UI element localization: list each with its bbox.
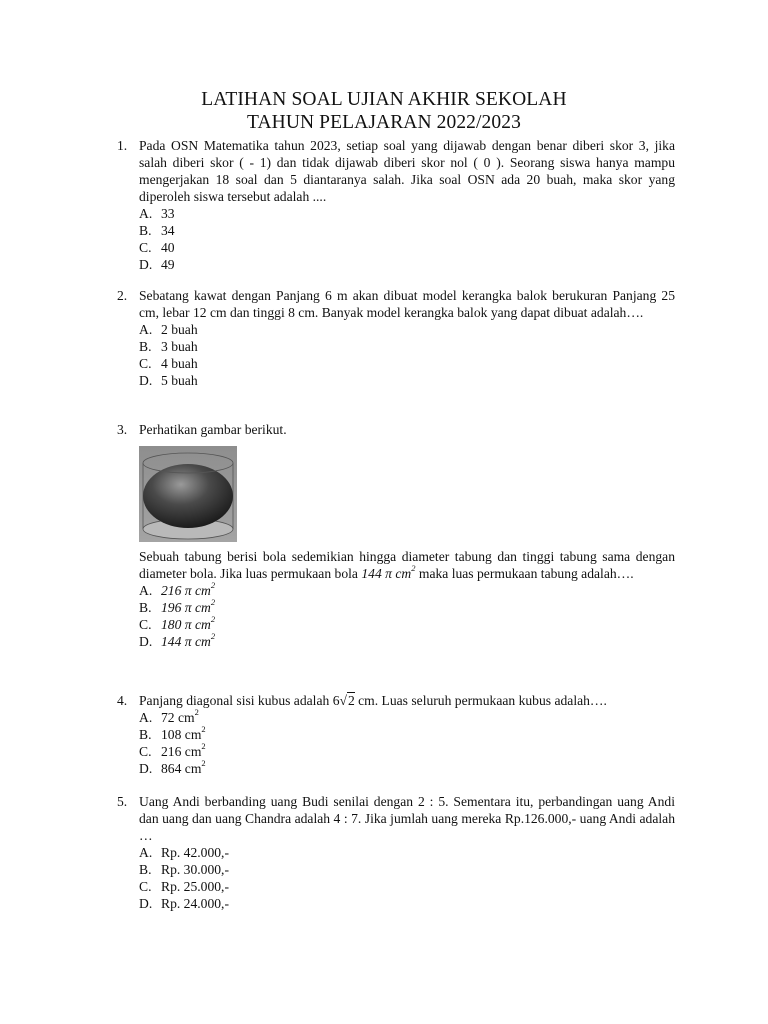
- option-c: C. 180 π $cm^2$: [139, 614, 216, 632]
- option-a: A. 33: [139, 206, 175, 221]
- option-b: B. 108 $cm^2$: [139, 724, 206, 742]
- question-number: 1.: [117, 138, 128, 153]
- options-list: [139, 582, 675, 650]
- title-line-1: LATIHAN SOAL UJIAN AKHIR SEKOLAH: [201, 89, 567, 110]
- sphere-in-cylinder-image: [139, 446, 237, 542]
- option-b: B. 196 π $cm^2$: [139, 597, 216, 615]
- question-number: 4.: [117, 693, 128, 708]
- question-number: 3.: [117, 422, 128, 437]
- options-list: [139, 205, 675, 273]
- option-c: C. Rp. 25.000,-: [139, 879, 229, 894]
- option-d: D. Rp. 24.000,-: [139, 896, 229, 911]
- option-a: A. 216 π $cm^2$: [139, 580, 216, 598]
- option-c: C. 40: [139, 240, 175, 255]
- question-text: Panjang diagonal sisi kubus adalah 6√2 cm. Luas seluruh permukaan kubus adalah….: [139, 693, 607, 708]
- title-line-2: TAHUN PELAJARAN 2022/2023: [247, 112, 521, 133]
- question-5: [117, 793, 677, 912]
- option-a: A. Rp. 42.000,-: [139, 845, 229, 860]
- question-intro: Perhatikan gambar berikut.: [139, 422, 287, 437]
- question-text: Sebuah tabung berisi bola sedemikian hingga diameter tabung dan tinggi tabung sama dengan diameter bola. Jika luas permukaan bola 144 π $cm^2$ maka luas permukaan tabung adalah….: [139, 549, 675, 581]
- options-list: [139, 321, 675, 389]
- option-b: B. Rp. 30.000,-: [139, 862, 229, 877]
- option-a: A. 72 $cm^2$: [139, 707, 199, 725]
- option-d: D. 864 $cm^2$: [139, 758, 206, 776]
- option-c: C. 216 $cm^2$: [139, 741, 206, 759]
- options-list: [139, 844, 675, 912]
- question-text: Uang Andi berbanding uang Budi senilai dengan 2 : 5. Sementara itu, perbandingan uang Andi dan uang dan uang Chandra adalah 4 : 7. Jika jumlah uang mereka Rp.126.000,- uang Andi adalah …: [139, 794, 675, 843]
- option-d: D. 49: [139, 257, 175, 272]
- option-b: B. 34: [139, 223, 175, 238]
- option-d: D. 144 π $cm^2$: [139, 631, 216, 649]
- question-2: [117, 287, 677, 389]
- surface-area-expression: 144 π $cm^2$: [361, 563, 416, 581]
- question-number: 5.: [117, 794, 128, 809]
- question-3: [117, 421, 677, 650]
- question-number: 2.: [117, 288, 128, 303]
- sqrt-expression: 6√2: [332, 693, 355, 708]
- option-c: C. 4 buah: [139, 356, 198, 371]
- option-b: B. 3 buah: [139, 339, 198, 354]
- question-4: [117, 692, 677, 777]
- question-text: Pada OSN Matematika tahun 2023, setiap soal yang dijawab dengan benar diberi skor 3, jika salah diberi skor ( - 1) dan tidak dijawab diberi skor nol ( 0 ). Seorang siswa hanya mampu mengerjakan 18 soal dan 5 diantaranya salah. Jika soal OSN ada 20 buah, maka skor yang diperoleh siswa tersebut adalah ....: [139, 138, 675, 204]
- question-1: [117, 137, 677, 273]
- option-d: D. 5 buah: [139, 373, 198, 388]
- option-a: A. 2 buah: [139, 322, 198, 337]
- options-list: [139, 709, 675, 777]
- page-title: [0, 88, 768, 134]
- question-text: Sebatang kawat dengan Panjang 6 m akan dibuat model kerangka balok berukuran Panjang 25 cm, lebar 12 cm dan tinggi 8 cm. Banyak model kerangka balok yang dapat dibuat adalah….: [139, 288, 675, 320]
